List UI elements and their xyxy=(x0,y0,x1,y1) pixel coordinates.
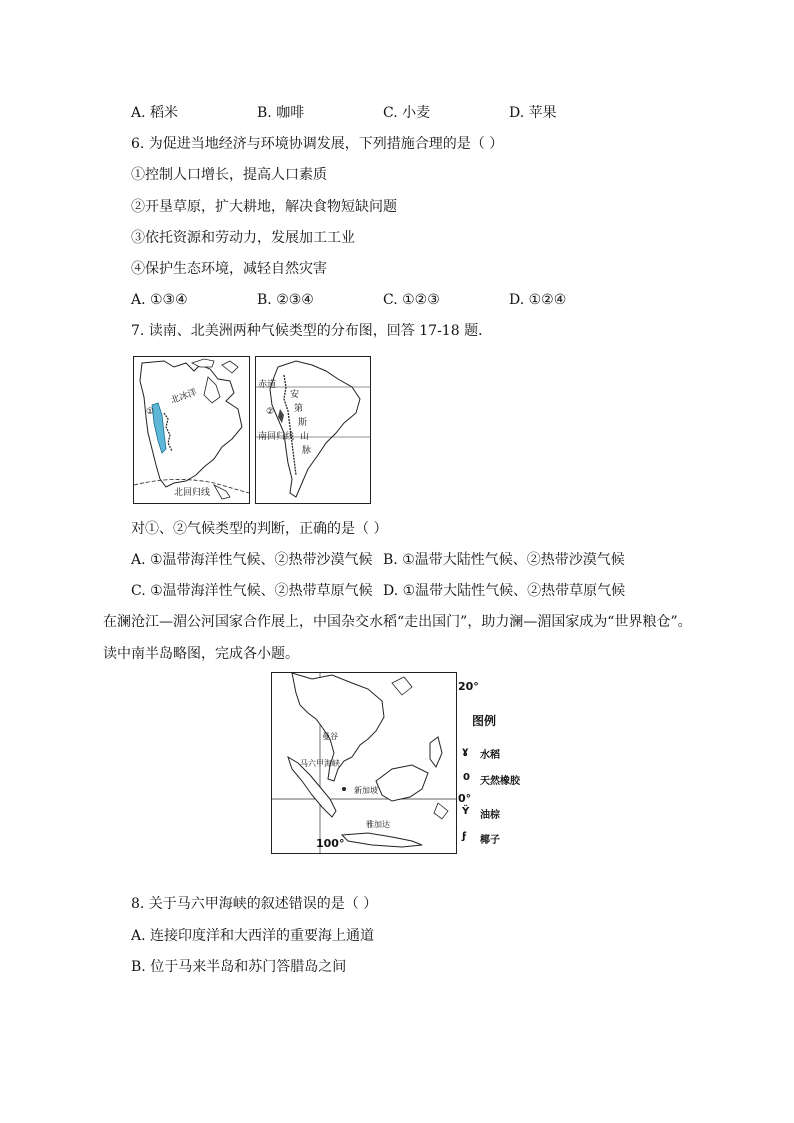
legend-label-coconut: 椰子 xyxy=(480,835,500,846)
q8-option-a: A. 连接印度洋和大西洋的重要海上通道 xyxy=(131,928,375,944)
q8-option-b: B. 位于马来半岛和苏门答腊岛之间 xyxy=(131,959,347,975)
q6-item-1: ①控制人口增长，提高人口素质 xyxy=(131,167,327,183)
q8-stem: 8. 关于马六甲海峡的叙述错误的是（ ） xyxy=(131,896,378,912)
q5-option-c: C. 小麦 xyxy=(383,105,431,121)
q7-option-a: A. ①温带海洋性气候、②热带沙漠气候 xyxy=(131,552,373,568)
north-america-outline xyxy=(134,357,249,503)
sa-mountain-char-3: 斯 xyxy=(298,418,308,428)
rice-icon: ɣ xyxy=(462,746,469,757)
sa-mountain-char-2: 第 xyxy=(294,404,304,414)
q7-option-c: C. ①温带海洋性气候、②热带草原气候 xyxy=(131,583,373,599)
rubber-icon: 0 xyxy=(463,772,470,783)
q6-stem: 6. 为促进当地经济与环境协调发展，下列措施合理的是（ ） xyxy=(131,136,504,152)
q6-item-3: ③依托资源和劳动力，发展加工工业 xyxy=(131,230,355,246)
south-america-map xyxy=(255,356,371,504)
q7-option-d: D. ①温带大陆性气候、②热带草原气候 xyxy=(383,583,626,599)
legend-title: 图例 xyxy=(472,714,497,728)
place-singapore: 新加坡 xyxy=(354,786,378,795)
north-america-map xyxy=(133,356,250,504)
q6-item-2: ②开垦草原，扩大耕地，解决食物短缺问题 xyxy=(131,199,397,215)
q6-option-a: A. ①③④ xyxy=(131,292,188,308)
legend-label-rice: 水稻 xyxy=(480,750,500,761)
q6-item-4: ④保护生态环境，减轻自然灾害 xyxy=(131,261,327,277)
sa-mountain-char-4: 山 xyxy=(300,432,310,442)
passage-line-2: 读中南半岛略图，完成各小题。 xyxy=(103,646,299,662)
southeast-asia-map xyxy=(271,672,457,854)
na-ocean-label: 北冰洋 xyxy=(169,387,199,407)
sa-tropic-label: 南回归线 xyxy=(258,432,295,442)
q5-option-b: B. 咖啡 xyxy=(257,105,305,121)
na-tropic-label: 北回归线 xyxy=(174,488,211,498)
sa-mountain-char-1: 安 xyxy=(290,390,300,400)
q7-question: 对①、②气候类型的判断，正确的是（ ） xyxy=(131,521,388,537)
q7-stem: 7. 读南、北美洲两种气候类型的分布图，回答 17-18 题． xyxy=(131,323,493,339)
q5-option-a: A. 稻米 xyxy=(131,105,179,121)
sa-equator-label: 赤道 xyxy=(258,380,277,390)
legend-label-oilpalm: 油棕 xyxy=(480,810,500,821)
legend-label-rubber: 天然橡胶 xyxy=(480,776,520,787)
coconut-icon: ϝ xyxy=(462,831,467,842)
sa-marker-2: ② xyxy=(266,407,275,417)
place-jakarta: 雅加达 xyxy=(366,820,390,829)
sa-mountain-char-5: 脉 xyxy=(302,446,312,456)
q5-option-d: D. 苹果 xyxy=(509,105,557,121)
lat-20-label: 20° xyxy=(458,680,479,693)
place-bangkok: 曼谷 xyxy=(322,732,338,741)
oilpalm-icon: Ϋ xyxy=(462,806,470,817)
q6-option-b: B. ②③④ xyxy=(257,292,314,308)
passage-line-1: 在澜沧江—湄公河国家合作展上，中国杂交水稻“走出国门”，助力澜—湄国家成为“世界粮仓”。 xyxy=(103,614,692,630)
q7-option-b: B. ①温带大陆性气候、②热带沙漠气候 xyxy=(383,552,625,568)
lat-0-label: 0° xyxy=(458,792,472,805)
q6-option-c: C. ①②③ xyxy=(383,292,440,308)
place-malacca-strait: 马六甲海峡 xyxy=(300,759,340,768)
q6-option-d: D. ①②④ xyxy=(509,292,567,308)
na-marker-1: ① xyxy=(146,407,155,417)
lon-100-label: 100° xyxy=(316,837,345,850)
